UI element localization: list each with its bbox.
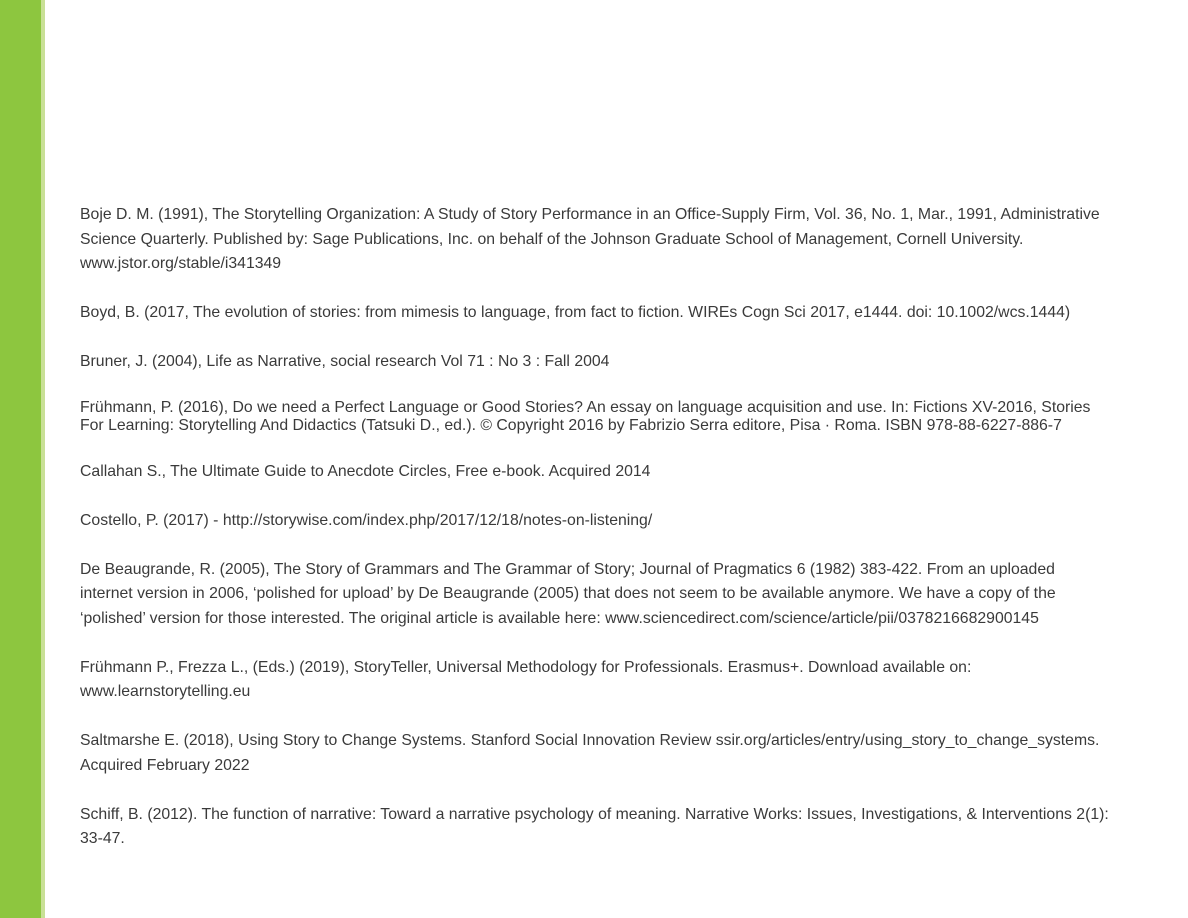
reference-entry-boje: Boje D. M. (1991), The Storytelling Organization: A Study of Story Performance in an Office-Supply Firm, Vol. 36, No. 1, Mar., 1991, Administrative Science Quarterly. Published by: Sage Publications, Inc. on behalf of the Johnson Graduate School of Management, Cornell University. www.jstor.org/stable/i341349 <box>80 206 1100 272</box>
references-list <box>80 203 1110 876</box>
reference-entry-costello: Costello, P. (2017) - http://storywise.com/index.php/2017/12/18/notes-on-listening/ <box>80 511 653 529</box>
reference-entry-callahan: Callahan S., The Ultimate Guide to Anecdote Circles, Free e-book. Acquired 2014 <box>80 462 651 480</box>
reference-entry-de-beaugrande: De Beaugrande, R. (2005), The Story of Grammars and The Grammar of Story; Journal of Pragmatics 6 (1982) 383-422. From an uploaded internet version in 2006, ‘polished for upload’ by De Beaugrande (2005) that does not seem to be available anymore. We have a copy of the ‘polished’ version for those interested. The original article is available here: www.sciencedirect.com/science/article/pii/0378216682900145 <box>80 560 1056 627</box>
reference-entry-saltmarshe: Saltmarshe E. (2018), Using Story to Change Systems. Stanford Social Innovation Review ssir.org/articles/entry/using_story_to_change_systems. Acquired February 2022 <box>80 732 1100 774</box>
reference-entry-fruhmann-2016: Frühmann, P. (2016), Do we need a Perfect Language or Good Stories? An essay on language acquisition and use. In: Fictions XV-2016, Stories For Learning: Storytelling And Didactics (Tatsuki D., ed.). © Copyright 2016 by Fabrizio Serra editore, Pisa · Roma. ISBN 978-88-6227-886-7 <box>80 399 1091 434</box>
reference-entry-schiff: Schiff, B. (2012). The function of narrative: Toward a narrative psychology of meaning. Narrative Works: Issues, Investigations, & Interventions 2(1): 33-47. <box>80 805 1109 847</box>
left-accent-bar <box>0 0 45 918</box>
reference-entry-fruhmann-frezza: Frühmann P., Frezza L., (Eds.) (2019), StoryTeller, Universal Methodology for Professionals. Erasmus+. Download available on: www.learnstorytelling.eu <box>80 658 972 700</box>
reference-entry-bruner: Bruner, J. (2004), Life as Narrative, social research Vol 71 : No 3 : Fall 2004 <box>80 353 610 370</box>
reference-entry-boyd: Boyd, B. (2017, The evolution of stories: from mimesis to language, from fact to fiction. WIREs Cogn Sci 2017, e1444. doi: 10.1002/wcs.1444) <box>80 304 1071 321</box>
